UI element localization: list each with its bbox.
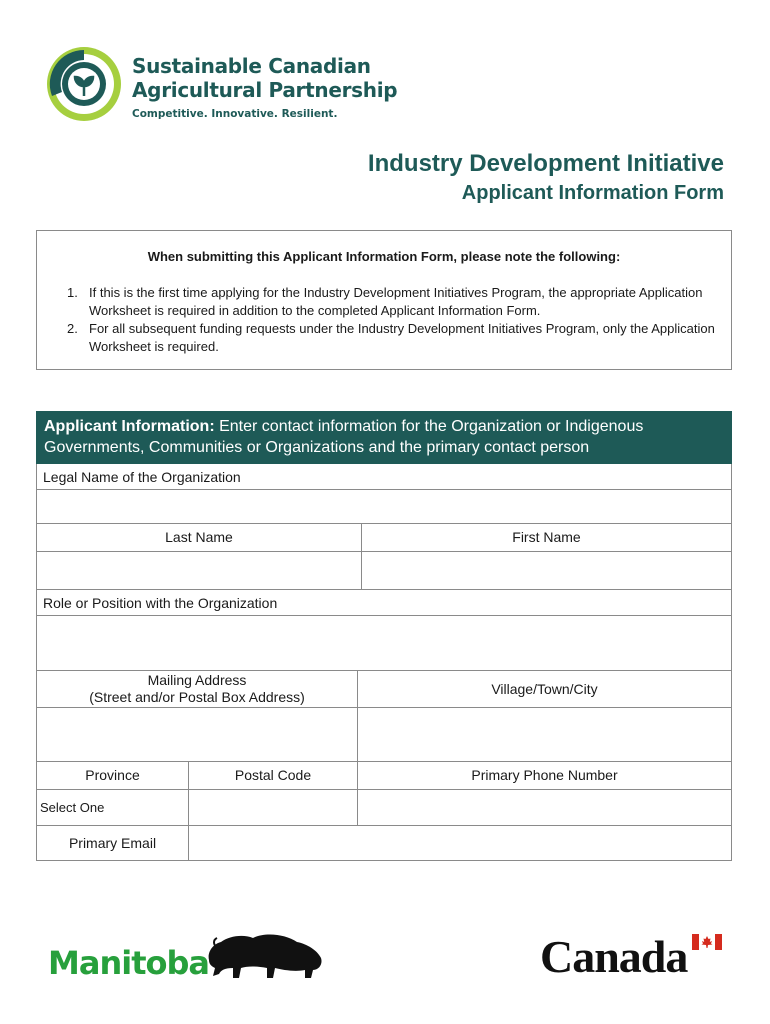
last-name-field[interactable] — [37, 552, 362, 590]
email-label: Primary Email — [37, 826, 189, 860]
role-label: Role or Position with the Organization — [37, 590, 731, 616]
notice-heading: When submitting this Applicant Information Form, please note the following: — [147, 249, 621, 264]
notice-item-number: 1. — [67, 285, 78, 300]
applicant-form — [36, 411, 732, 861]
notice-item-number: 2. — [67, 321, 78, 336]
phone-label: Primary Phone Number — [358, 762, 731, 790]
legal-name-field[interactable] — [37, 490, 731, 524]
canada-flag-icon — [692, 934, 722, 950]
section-title: Applicant Information: — [44, 418, 215, 435]
manitoba-logo — [48, 930, 288, 980]
mailing-address-label — [37, 671, 358, 708]
mailing-address-label-line1: Mailing Address — [147, 672, 247, 688]
notice-item — [67, 284, 727, 320]
form-grid — [36, 464, 732, 861]
postal-code-field[interactable] — [189, 790, 358, 826]
logo-line2: Agricultural Partnership — [132, 78, 398, 102]
notice-list — [67, 284, 727, 356]
province-label: Province — [37, 762, 189, 790]
phone-field[interactable] — [358, 790, 731, 826]
logo-line1: Sustainable Canadian — [132, 54, 371, 78]
legal-name-label: Legal Name of the Organization — [37, 464, 731, 490]
scap-logo-icon — [44, 44, 124, 124]
logo-tagline: Competitive. Innovative. Resilient. — [132, 108, 338, 120]
section-description: Enter contact information for the Organization or Indigenous Governments, Communities or Organizations and the primary contact person — [44, 418, 644, 456]
first-name-field[interactable] — [362, 552, 731, 590]
canada-wordmark — [540, 930, 730, 982]
notice-item-text: For all subsequent funding requests under the Industry Development Initiatives Program, only the Application Worksheet is required. — [89, 321, 715, 354]
last-name-label: Last Name — [37, 524, 362, 552]
page-title: Industry Development Initiative — [367, 150, 724, 177]
form-section-header — [36, 411, 732, 464]
role-field[interactable] — [37, 616, 731, 671]
village-field[interactable] — [358, 708, 731, 762]
page-subtitle: Applicant Information Form — [461, 182, 724, 204]
bison-icon — [203, 930, 325, 980]
notice-box — [36, 230, 732, 370]
notice-item — [67, 320, 727, 356]
first-name-label: First Name — [362, 524, 731, 552]
notice-item-text: If this is the first time applying for the Industry Development Initiatives Program, the appropriate Application Worksheet is required in addition to the completed Applicant Information Form. — [89, 285, 703, 318]
mailing-address-field[interactable] — [37, 708, 358, 762]
postal-code-label: Postal Code — [189, 762, 358, 790]
mailing-address-label-line2: (Street and/or Postal Box Address) — [89, 689, 305, 705]
canada-wordmark-text: Canada — [540, 931, 688, 982]
manitoba-wordmark: Manitoba — [48, 944, 209, 982]
village-label: Village/Town/City — [358, 671, 731, 708]
email-field[interactable] — [189, 826, 731, 860]
province-select[interactable]: Select One — [37, 790, 189, 826]
